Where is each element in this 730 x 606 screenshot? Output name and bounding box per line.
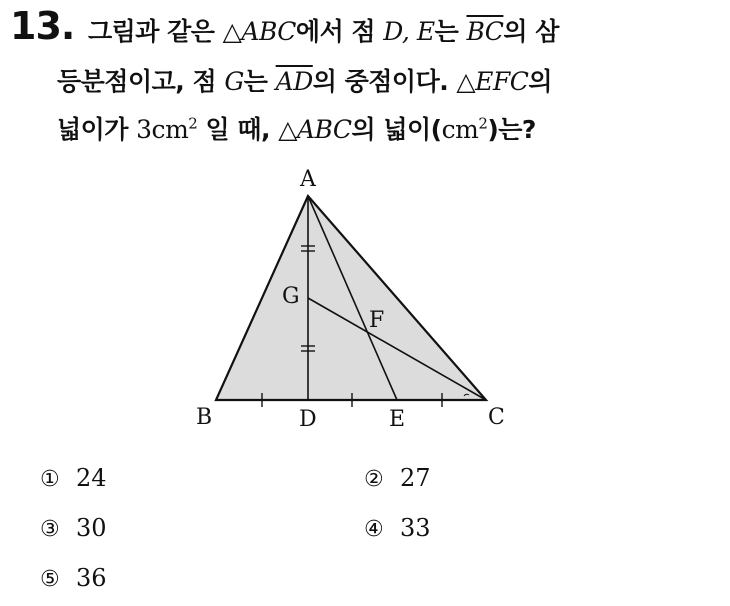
label-a: A — [300, 167, 316, 192]
choice-mark: ② — [364, 467, 384, 492]
question-text: 에서 점 — [295, 17, 384, 46]
math-unit: cm — [441, 115, 479, 144]
math-points-de: D, E — [383, 17, 435, 46]
choice-mark: ③ — [40, 517, 60, 542]
question-line-1 — [88, 12, 559, 48]
question-number: 13. — [10, 4, 75, 48]
question-text: 등분점이고, 점 — [57, 67, 225, 96]
choice-value: 24 — [76, 464, 107, 492]
label-e: E — [389, 407, 406, 432]
choice-3[interactable] — [40, 514, 107, 542]
label-c: C — [488, 405, 505, 430]
question-text: 의 넓이( — [351, 115, 442, 144]
math-superscript: 2 — [188, 114, 198, 133]
choice-value: 33 — [400, 514, 431, 542]
question-text: 일 때, — [197, 115, 279, 144]
question-text: 그림과 같은 — [88, 17, 223, 46]
question-text: 넓이가 — [57, 115, 137, 144]
math-segment-bc: $\overline{BC}$ — [466, 17, 504, 46]
question-text: 는 — [434, 17, 467, 46]
choice-mark: ④ — [364, 517, 384, 542]
choice-1[interactable] — [40, 464, 107, 492]
question-line-3 — [57, 110, 536, 146]
choice-value: 36 — [76, 564, 107, 592]
label-g: G — [282, 284, 300, 309]
math-area-value: 3cm — [136, 115, 189, 144]
question-line-2 — [57, 62, 552, 98]
label-d: D — [299, 407, 317, 432]
triangle-abc — [216, 196, 486, 400]
question-text: 의 삼 — [503, 17, 559, 46]
choice-4[interactable] — [364, 514, 431, 542]
math-triangle-efc: △EFC — [456, 67, 529, 96]
question-text: 의 — [528, 67, 553, 96]
math-superscript: 2 — [478, 114, 488, 133]
label-f: F — [369, 308, 385, 333]
choice-5[interactable] — [40, 564, 107, 592]
choice-mark: ① — [40, 467, 60, 492]
choice-mark: ⑤ — [40, 567, 60, 592]
question-text: 는 — [243, 67, 276, 96]
choice-value: 27 — [400, 464, 431, 492]
choice-2[interactable] — [364, 464, 431, 492]
math-triangle-abc: △ABC — [278, 115, 352, 144]
choice-value: 30 — [76, 514, 107, 542]
question-text: )는? — [487, 115, 536, 144]
triangle-figure — [170, 160, 530, 440]
label-b: B — [196, 405, 213, 430]
math-triangle-abc: △ABC — [222, 17, 296, 46]
math-segment-ad: $\overline{AD}$ — [275, 67, 313, 96]
math-point-g: G — [224, 67, 244, 96]
question-text: 의 중점이다. — [312, 67, 457, 96]
